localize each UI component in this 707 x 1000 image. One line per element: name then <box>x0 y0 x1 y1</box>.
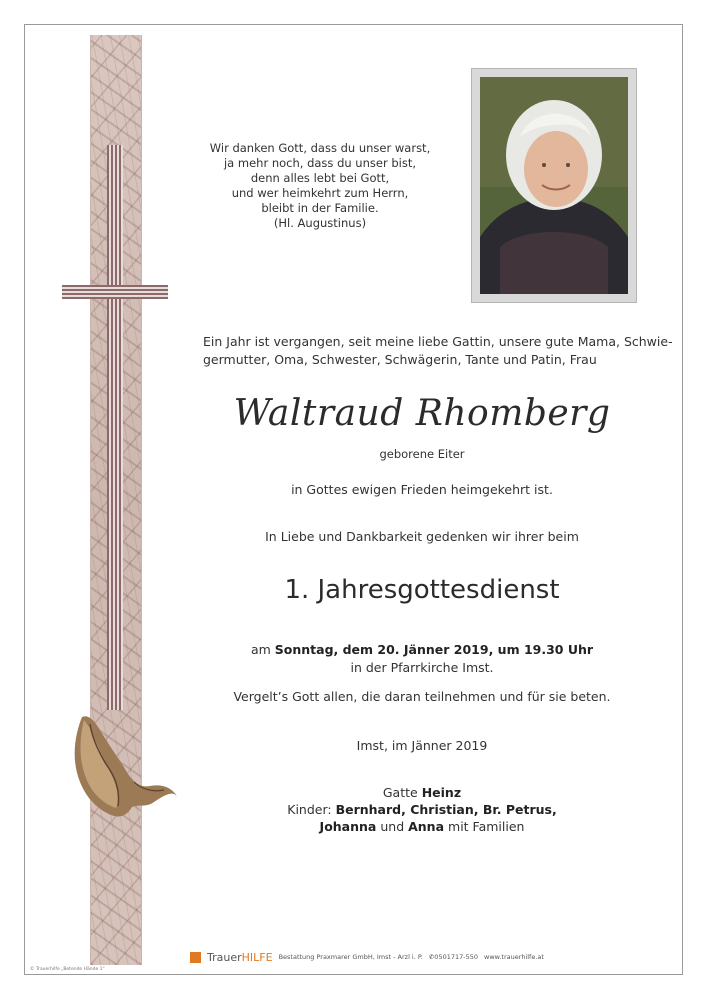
intro-text <box>203 333 673 369</box>
intro-line: Ein Jahr ist vergangen, seit meine liebe Gattin, unsere gute Mama, Schwie- <box>203 334 673 349</box>
family-list <box>170 784 674 835</box>
thanks-text: Vergelt’s Gott allen, die daran teilnehmen und für sie beten. <box>233 689 611 704</box>
portrait-frame <box>471 68 637 303</box>
portrait-illustration <box>480 77 628 294</box>
child-name: Johanna <box>319 819 377 834</box>
portrait-photo <box>480 77 628 294</box>
date-prefix: am <box>250 642 271 657</box>
child-name: Anna <box>408 819 445 834</box>
cross-vertical-beam <box>107 145 123 710</box>
quote-line: und wer heimkehrt zum Herrn, <box>231 186 409 200</box>
date-bold: Sonntag, dem 20. Jänner 2019, um 19.30 Uhr <box>274 642 594 657</box>
quote-attribution: (Hl. Augustinus) <box>273 216 367 230</box>
cross-horizontal-beam <box>62 285 168 299</box>
family-suffix: mit Familien <box>448 819 525 834</box>
service-title: 1. Jahresgottesdienst <box>284 575 560 605</box>
memorial-quote <box>205 141 435 231</box>
footer-website[interactable]: www.trauerhilfe.at <box>484 953 544 961</box>
quote-line: bleibt in der Familie. <box>261 201 379 215</box>
children-label: Kinder: <box>287 802 332 817</box>
trauerhilfe-logo-icon <box>190 952 201 963</box>
deceased-name: Waltraud Rhomberg <box>233 393 611 434</box>
birth-name: geborene Eiter <box>379 447 465 461</box>
service-date <box>170 641 674 677</box>
quote-line: denn alles lebt bei Gott, <box>250 171 390 185</box>
copyright-note: © Trauerhilfe „Betende Hände 1“ <box>30 967 105 972</box>
service-location: in der Pfarrkirche Imst. <box>350 660 494 675</box>
spouse-name: Heinz <box>421 785 462 800</box>
place-date: Imst, im Jänner 2019 <box>356 738 488 753</box>
footer-logo: TrauerHILFE <box>207 950 273 964</box>
footer <box>190 950 544 964</box>
and-word: und <box>380 819 405 834</box>
footer-company: Bestattung Praxmarer GmbH, Imst - Arzl i. P. <box>278 953 423 961</box>
spouse-label: Gatte <box>382 785 418 800</box>
footer-phone: ✆0501717-550 <box>428 953 479 961</box>
quote-line: Wir danken Gott, dass du unser warst, <box>209 141 431 155</box>
intro-line: germutter, Oma, Schwester, Schwägerin, Tante und Patin, Frau <box>203 352 597 367</box>
remember-text: In Liebe und Dankbarkeit gedenken wir ihrer beim <box>265 529 579 544</box>
quote-line: ja mehr noch, dass du unser bist, <box>223 156 416 170</box>
children-names: Bernhard, Christian, Br. Petrus, <box>335 802 557 817</box>
peace-text: in Gottes ewigen Frieden heimgekehrt ist. <box>291 482 553 497</box>
praying-hands-icon <box>62 712 180 830</box>
